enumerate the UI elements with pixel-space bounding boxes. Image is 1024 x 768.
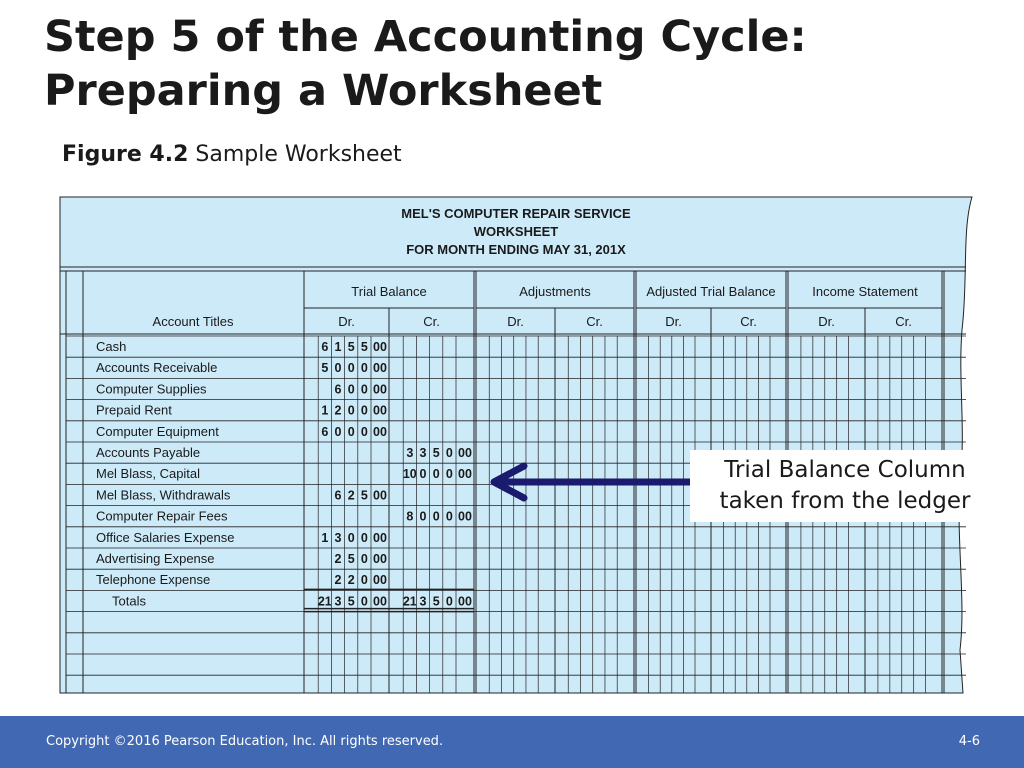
trial-balance-dr-amount: 5	[347, 552, 355, 566]
account-title: Computer Equipment	[96, 423, 219, 439]
trial-balance-dr-amount: 0	[334, 424, 342, 439]
trial-balance-dr-amount: 00	[373, 424, 387, 439]
trial-balance-dr-amount: 00	[373, 361, 387, 376]
trial-balance-dr-amount: 00	[373, 552, 387, 566]
trial-balance-dr-amount: 00	[373, 403, 387, 418]
trial-balance-dr-amount: 0	[347, 403, 355, 418]
trial-balance-dr-amount: 00	[373, 573, 387, 588]
trial-balance-dr-amount: 6	[321, 340, 329, 354]
account-title: Office Salaries Expense	[96, 529, 235, 545]
trial-balance-dr-amount: 0	[347, 382, 355, 397]
trial-balance-dr-amount: 00	[373, 382, 387, 397]
trial-balance-dr-amount: 0	[334, 361, 342, 376]
account-title: Prepaid Rent	[96, 402, 172, 418]
trial-balance-dr-amount: 6	[334, 382, 342, 397]
trial-balance-dr-amount: 5	[360, 340, 368, 354]
trial-balance-dr-amount: 1	[334, 340, 342, 354]
worksheet-heading-line: MEL'S COMPUTER REPAIR SERVICE	[401, 206, 631, 221]
sub-header-dr: Dr.	[665, 314, 682, 329]
column-group-title: Adjustments	[519, 284, 591, 299]
trial-balance-dr-amount: 0	[360, 594, 368, 609]
trial-balance-dr-amount: 0	[360, 361, 368, 376]
account-title: Totals	[112, 593, 146, 609]
trial-balance-dr-amount: 5	[347, 594, 355, 609]
trial-balance-dr-amount: 5	[321, 361, 329, 376]
slide-title-line-1: Step 5 of the Accounting Cycle:	[44, 12, 807, 62]
sub-header-dr: Dr.	[507, 314, 524, 329]
trial-balance-dr-amount: 21	[317, 594, 332, 609]
sub-header-dr: Dr.	[818, 314, 835, 329]
account-title: Mel Blass, Capital	[96, 466, 201, 482]
account-title: Computer Supplies	[96, 381, 207, 397]
trial-balance-dr-amount: 0	[347, 424, 355, 439]
sub-header-cr: Cr.	[740, 314, 757, 329]
trial-balance-dr-amount: 2	[347, 488, 355, 503]
trial-balance-dr-amount: 0	[347, 530, 355, 545]
trial-balance-dr-amount: 0	[360, 403, 368, 418]
account-title: Accounts Receivable	[96, 360, 218, 376]
trial-balance-cr-amount: 0	[432, 509, 440, 524]
trial-balance-dr-amount: 0	[360, 552, 368, 566]
figure-label: Figure 4.2	[62, 142, 189, 167]
copyright-text: Copyright ©2016 Pearson Education, Inc. All rights reserved.	[46, 734, 444, 749]
sub-header-cr: Cr.	[586, 314, 603, 329]
trial-balance-cr-amount: 21	[402, 594, 417, 609]
sub-header-cr: Cr.	[423, 314, 440, 329]
account-titles-header: Account Titles	[152, 314, 234, 329]
column-group-title: Trial Balance	[351, 284, 427, 299]
trial-balance-cr-amount: 3	[406, 446, 414, 460]
trial-balance-cr-amount: 00	[458, 467, 472, 482]
trial-balance-dr-amount: 00	[373, 488, 387, 503]
trial-balance-dr-amount: 6	[321, 424, 329, 439]
worksheet-heading-line: WORKSHEET	[473, 224, 559, 239]
trial-balance-dr-amount: 00	[373, 530, 387, 545]
figure-caption-text: Sample Worksheet	[195, 142, 402, 167]
trial-balance-cr-amount: 5	[432, 446, 440, 460]
callout-box	[690, 450, 1000, 522]
column-group-title: Income Statement	[812, 284, 918, 299]
trial-balance-dr-amount: 0	[360, 424, 368, 439]
trial-balance-cr-amount: 0	[445, 594, 453, 609]
trial-balance-dr-amount: 3	[334, 594, 342, 609]
account-title: Mel Blass, Withdrawals	[96, 487, 231, 503]
trial-balance-dr-amount: 5	[360, 488, 368, 503]
trial-balance-cr-amount: 3	[419, 594, 427, 609]
trial-balance-cr-amount: 3	[419, 446, 427, 460]
trial-balance-dr-amount: 0	[360, 573, 368, 588]
account-title: Cash	[96, 339, 127, 354]
trial-balance-dr-amount: 3	[334, 530, 342, 545]
trial-balance-dr-amount: 00	[373, 594, 387, 609]
footer-bar	[0, 716, 1024, 768]
trial-balance-cr-amount: 0	[432, 467, 440, 482]
trial-balance-dr-amount: 2	[334, 573, 342, 588]
worksheet-heading-line: FOR MONTH ENDING MAY 31, 201X	[406, 242, 626, 257]
slide-title-line-2: Preparing a Worksheet	[44, 66, 603, 116]
page-number: 4-6	[958, 734, 980, 749]
trial-balance-dr-amount: 1	[321, 403, 329, 418]
trial-balance-cr-amount: 8	[406, 509, 414, 524]
trial-balance-dr-amount: 6	[334, 488, 342, 503]
account-title: Computer Repair Fees	[96, 508, 228, 524]
account-title: Accounts Payable	[96, 445, 201, 460]
trial-balance-dr-amount: 2	[334, 552, 342, 566]
trial-balance-cr-amount: 00	[458, 446, 472, 460]
trial-balance-cr-amount: 00	[458, 594, 472, 609]
trial-balance-dr-amount: 00	[373, 340, 387, 354]
trial-balance-cr-amount: 5	[432, 594, 440, 609]
trial-balance-dr-amount: 0	[360, 382, 368, 397]
account-title: Telephone Expense	[96, 572, 211, 588]
trial-balance-dr-amount: 5	[347, 340, 355, 354]
trial-balance-dr-amount: 0	[360, 530, 368, 545]
trial-balance-cr-amount: 0	[445, 509, 453, 524]
sub-header-dr: Dr.	[338, 314, 355, 329]
trial-balance-dr-amount: 1	[321, 530, 329, 545]
column-group-title: Adjusted Trial Balance	[646, 284, 776, 299]
trial-balance-dr-amount: 2	[347, 573, 355, 588]
trial-balance-dr-amount: 0	[347, 361, 355, 376]
trial-balance-dr-amount: 2	[334, 403, 342, 418]
trial-balance-cr-amount: 0	[419, 509, 427, 524]
callout-line-1: Trial Balance Column	[724, 457, 966, 483]
trial-balance-cr-amount: 0	[419, 467, 427, 482]
trial-balance-cr-amount: 00	[458, 509, 472, 524]
sub-header-cr: Cr.	[895, 314, 912, 329]
trial-balance-cr-amount: 10	[402, 467, 417, 482]
account-title: Advertising Expense	[96, 551, 215, 566]
trial-balance-cr-amount: 0	[445, 467, 453, 482]
callout-line-2: taken from the ledger	[719, 488, 971, 514]
trial-balance-cr-amount: 0	[445, 446, 453, 460]
